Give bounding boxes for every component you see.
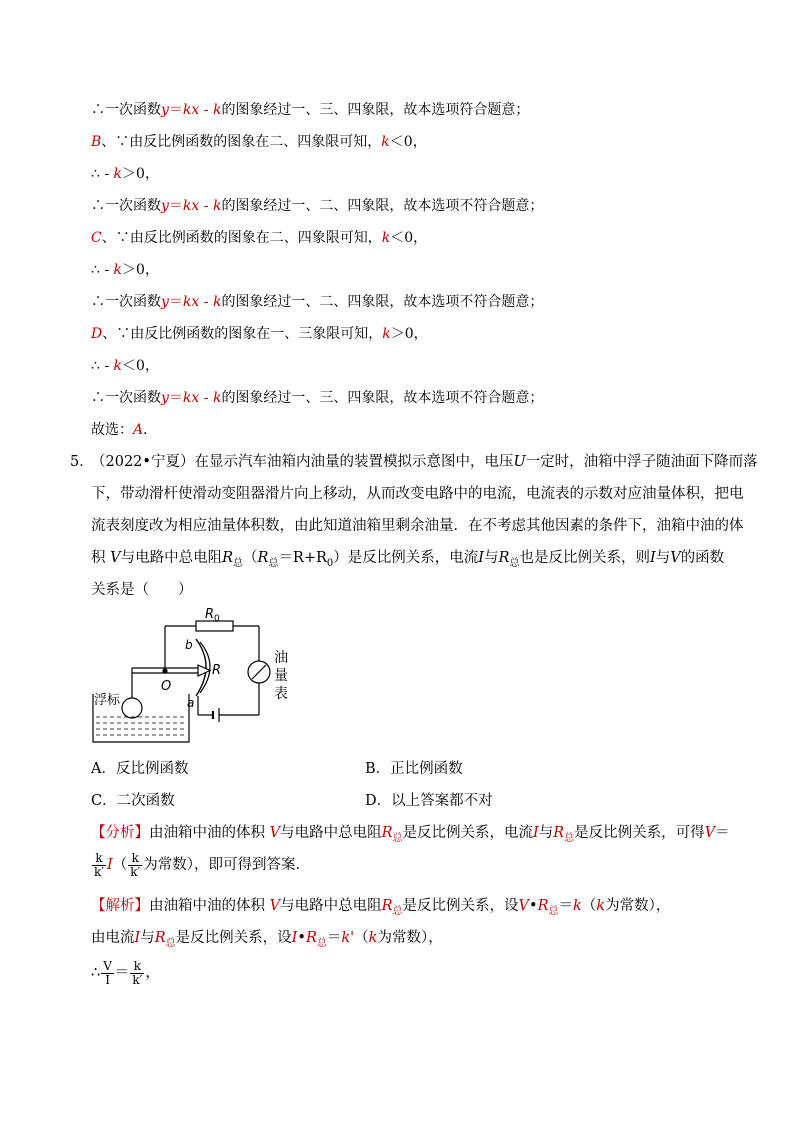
var-R: R: [553, 825, 565, 841]
var-R: R: [305, 930, 317, 946]
question-line-2: 下，带动滑杆使滑动变阻器滑片向上移动，从而改变电路中的电流，电流表的示数对应油量体积，把电: [91, 486, 744, 502]
analysis-line-1: [91, 823, 730, 849]
denominator: k′: [94, 864, 104, 879]
label-a: a: [187, 696, 195, 710]
var-k: k: [368, 930, 378, 946]
option-letter: D: [91, 326, 103, 342]
text: 为常数），: [377, 930, 443, 946]
label-float: 浮标: [94, 693, 121, 708]
var-k: k: [113, 166, 123, 182]
text: 是反比例关系，电流: [402, 825, 534, 841]
var-R: R: [154, 930, 166, 946]
solution-line-2b: [91, 928, 443, 954]
text: ＞0，: [390, 326, 428, 342]
solution-line-6: [91, 260, 159, 280]
var-kx: kx: [182, 390, 200, 406]
solution-line-1: [91, 100, 529, 120]
var-k: k: [381, 230, 391, 246]
var-k: k: [212, 198, 222, 214]
text: 与: [655, 550, 671, 566]
var-kx: kx: [182, 102, 200, 118]
var-R: R: [498, 550, 510, 566]
subscript: 总: [509, 557, 520, 569]
text: 也是反比例关系，则: [519, 550, 650, 566]
subscript: 总: [392, 832, 403, 844]
meter-needle: [252, 665, 266, 679]
denominator: I: [105, 972, 110, 987]
subscript: 总: [392, 905, 403, 917]
question-line-3: 流表刻度改为相应油量体积数，由此知道油箱里剩余油量．在不考虑其他因素的条件下，油箱中油的体: [91, 518, 744, 534]
numerator: V: [103, 958, 112, 973]
var-k: k: [212, 102, 222, 118]
text: ＞0，: [122, 262, 159, 278]
denominator: k′: [130, 864, 141, 879]
text: 为常数），即可得到答案．: [143, 857, 310, 873]
text: 与电路中总电阻: [120, 550, 223, 566]
text: （2022•宁夏）在显示汽车油箱内油量的装置模拟示意图中，电压: [91, 454, 514, 470]
numerator: k: [92, 852, 106, 866]
text: ＝R+R: [278, 550, 327, 566]
option-c[interactable]: C．二次函数: [91, 793, 175, 809]
var-k: k: [382, 326, 391, 342]
label-b: b: [185, 638, 193, 652]
text: ∴ -: [91, 358, 114, 374]
var-V: V: [110, 550, 121, 566]
var-k: k: [113, 358, 123, 374]
var-k: k: [113, 262, 123, 278]
denominator: k′: [132, 972, 143, 987]
text: 、∵由反比例函数的图象在一、三象限可知，: [102, 326, 383, 342]
text: 一定时，油箱中浮子随油面下降而落: [525, 454, 758, 470]
text: 与: [538, 825, 554, 841]
text: ．: [143, 422, 158, 438]
text: -: [199, 390, 213, 406]
text: 、∵由反比例函数的图象在二、四象限可知，: [101, 230, 382, 246]
label-r: R: [212, 663, 222, 678]
text: ＜0，: [122, 358, 159, 374]
text: ∴一次函数: [91, 198, 161, 214]
question-line-4: [91, 548, 724, 574]
subscript: 总: [233, 557, 244, 569]
question-line-1: [91, 452, 758, 472]
label-o: O: [161, 679, 172, 694]
slider-arrow: [198, 665, 210, 676]
var-k-prime: k': [341, 930, 355, 946]
solution-line-8: [91, 324, 428, 344]
text: 的图象经过一、二、四象限，故本选项不符合题意；: [221, 294, 544, 310]
solution-line-10: [91, 388, 543, 408]
text: ＜0，: [389, 134, 427, 150]
text: ＝: [168, 294, 183, 310]
fraction: [101, 960, 114, 987]
analysis-tag: 【分析】: [91, 825, 149, 841]
solution-tag: 【解析】: [91, 898, 149, 914]
var-V: V: [518, 898, 529, 914]
text: 故选：: [91, 422, 133, 438]
subscript: 总: [548, 905, 559, 917]
var-V: V: [670, 550, 681, 566]
text: ＜0，: [390, 230, 428, 246]
solution-line-4: [91, 196, 543, 216]
text: ∴一次函数: [91, 390, 161, 406]
text: ＝: [168, 390, 183, 406]
text: -: [199, 102, 213, 118]
text: 由油箱中油的体积: [149, 898, 265, 914]
text: ∴一次函数: [91, 294, 161, 310]
var-k: k: [572, 898, 582, 914]
text: ∴ -: [91, 262, 114, 278]
subscript: 总: [564, 832, 575, 844]
text: 的图象经过一、三、四象限，故本选项符合题意；: [221, 102, 530, 118]
text: （: [354, 930, 369, 946]
subscript: 总: [316, 937, 327, 949]
option-letter: C: [91, 230, 102, 246]
text: 为常数），: [605, 898, 671, 914]
oil-surface: [96, 717, 186, 735]
solution-line-7: [91, 292, 543, 312]
fraction: [128, 852, 142, 879]
text: 的函数: [680, 550, 725, 566]
text: •: [297, 930, 306, 946]
text: （: [112, 857, 128, 873]
text: 与: [140, 930, 155, 946]
solution-line-5: [91, 228, 427, 248]
label-r0: $R_0$: [205, 607, 220, 624]
var-V: V: [269, 898, 281, 914]
var-I: I: [478, 550, 485, 566]
text: ＝: [168, 102, 183, 118]
float: [122, 698, 142, 718]
text: （: [243, 550, 258, 566]
text: 、∵由反比例函数的图象在二、四象限可知，: [101, 134, 382, 150]
solution-line-2: [91, 132, 427, 152]
solution-line-9: [91, 356, 159, 376]
text: （: [581, 898, 597, 914]
solution-answer: [91, 420, 157, 440]
var-I: I: [533, 825, 539, 841]
text: 与电路中总电阻: [280, 825, 382, 841]
var-y: y: [161, 390, 169, 406]
var-k: k: [381, 134, 390, 150]
text: 积: [91, 550, 106, 566]
var-V: V: [269, 825, 281, 841]
text: 由电流: [91, 930, 135, 946]
text: •: [529, 898, 538, 914]
subscript: 总: [268, 557, 279, 569]
text: ＝: [114, 965, 130, 981]
fraction: [130, 960, 144, 987]
var-kx: kx: [182, 198, 200, 214]
answer-letter: A: [133, 422, 144, 438]
numerator: k: [130, 960, 144, 974]
var-y: y: [161, 102, 169, 118]
var-R: R: [381, 898, 393, 914]
var-k: k: [596, 898, 606, 914]
var-kx: kx: [182, 294, 200, 310]
var-I: I: [134, 930, 141, 946]
label-meter-1: 油: [274, 650, 288, 666]
question-number: 5．: [70, 454, 94, 470]
text: ＝: [168, 198, 183, 214]
text: 是反比例关系，设: [175, 930, 292, 946]
solution-line-1b: [91, 896, 670, 922]
text: ，: [145, 965, 160, 981]
var-V: V: [704, 825, 716, 841]
option-letter: B: [91, 134, 102, 150]
text: ∴ -: [91, 166, 114, 182]
text: 与: [484, 550, 499, 566]
text: ＞0，: [122, 166, 159, 182]
var-U: U: [513, 454, 526, 470]
subscript: 0: [326, 557, 334, 569]
var-k: k: [212, 390, 222, 406]
text: 与电路中总电阻: [280, 898, 382, 914]
text: 是反比例关系，可得: [574, 825, 705, 841]
option-b[interactable]: B．正比例函数: [365, 761, 463, 777]
text: ＝: [326, 930, 342, 946]
text: 由油箱中油的体积: [149, 825, 265, 841]
question-line-5: 关系是（ ）: [91, 582, 193, 598]
text: ∴一次函数: [91, 102, 161, 118]
text: 是反比例关系，设: [402, 898, 519, 914]
option-d[interactable]: D．以上答案都不对: [365, 793, 493, 809]
text: 的图象经过一、二、四象限，故本选项不符合题意；: [221, 198, 544, 214]
var-R: R: [222, 550, 234, 566]
text: -: [199, 198, 213, 214]
text: ＝: [715, 825, 730, 841]
text: ）是反比例关系，电流: [333, 550, 479, 566]
subscript: 总: [165, 937, 176, 949]
text: ∴: [91, 965, 101, 981]
label-meter-3: 表: [274, 686, 288, 702]
solution-line-3b: [91, 958, 160, 988]
numerator: k: [128, 852, 142, 866]
var-k: k: [212, 294, 222, 310]
var-R: R: [257, 550, 269, 566]
var-y: y: [161, 294, 169, 310]
var-y: y: [161, 198, 169, 214]
solution-line-3: [91, 164, 159, 184]
label-meter-2: 量: [274, 668, 288, 684]
text: 的图象经过一、三、四象限，故本选项不符合题意；: [221, 390, 544, 406]
text: ＝: [558, 898, 573, 914]
var-R: R: [537, 898, 549, 914]
var-I: I: [107, 857, 113, 873]
pivot: [163, 669, 167, 673]
var-I: I: [291, 930, 298, 946]
text: -: [199, 294, 213, 310]
analysis-line-2: [91, 850, 310, 880]
var-R: R: [381, 825, 393, 841]
option-a[interactable]: A．反比例函数: [91, 761, 189, 777]
fraction: [92, 852, 106, 879]
circuit-diagram: [88, 604, 298, 754]
var-I: I: [649, 550, 656, 566]
